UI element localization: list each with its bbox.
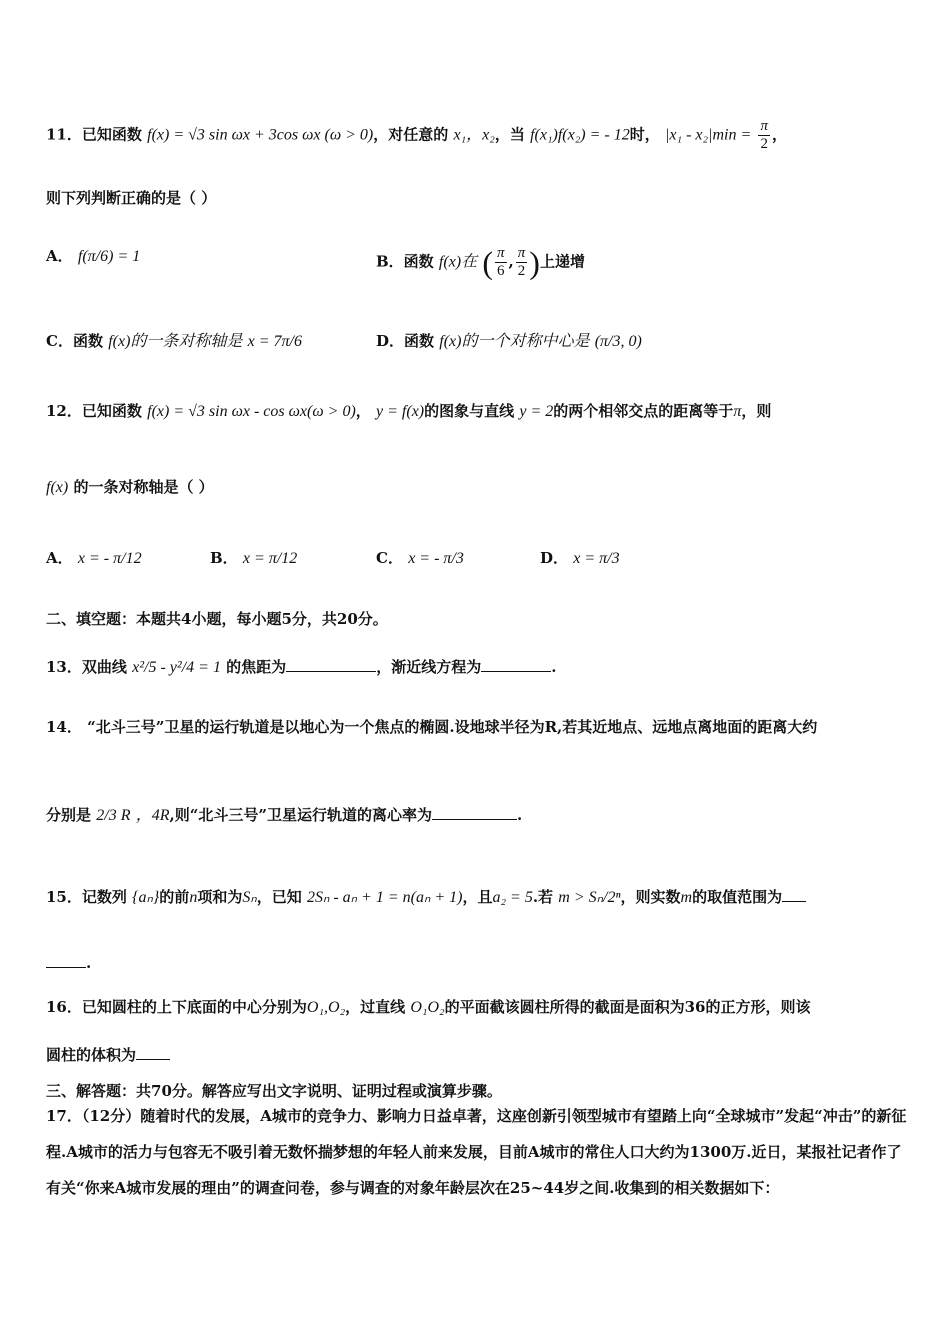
q15-line1: 15．记数列 {aₙ}的前n项和为Sₙ，已知 2Sₙ - aₙ + 1 = n(aₙ + 1)，且a₂ = 5.若 m > Sₙ/2ⁿ，则实数m的取值范围为: [46, 886, 910, 909]
q11-option-d: D．函数 f(x)的一个对称中心是 (π/3, 0): [376, 332, 642, 350]
q11-line1: 11．已知函数 f(x) = √3 sin ωx + 3cos ωx (ω > 0)，对任意的 x₁，x₂，当 f(x₁)f(x₂) = - 12时， |x₁ - x₂|min = $\frac{\pi}{2}$ ，: [46, 118, 788, 152]
q15-line2: .: [46, 952, 910, 974]
q12-function: f(x) = √3 sin ωx - cos ωx(ω > 0): [147, 403, 356, 420]
section-2-heading: 二、填空题：本题共4小题，每小题5分，共20分。: [46, 610, 388, 628]
q12-option-b: B． x = π/12: [210, 549, 298, 567]
q14-line2: 分别是 2/3 R ，4R,则“北斗三号”卫星运行轨道的离心率为 .: [46, 806, 523, 824]
q12-line1: 12．已知函数 f(x) = √3 sin ωx - cos ωx(ω > 0)， y = f(x)的图象与直线 y = 2的两个相邻交点的距离等于π，则: [46, 402, 772, 420]
q17-paragraph: 17．（12分）随着时代的发展，A城市的竞争力、影响力日益卓著，这座创新引领型城市有望踏上向“全球城市”发起“冲击”的新征程.A城市的活力与包容无不吸引着无数怀揣梦想的年轻人前来发展，目前A城市的常住人口大约为1300万.近日，某报社记者作了有关“你来A城市发展的理由”的调查问卷，参与调查的对象年龄层次在25~44岁之间.收集到的相关数据如下：: [46, 1107, 907, 1197]
q16-line1: 16．已知圆柱的上下底面的中心分别为O₁,O₂，过直线 O₁O₂的平面截该圆柱所得的截面是面积为36的正方形，则该: [46, 998, 811, 1016]
q12-option-d: D． x = π/3: [540, 549, 620, 567]
q11-condition: f(x₁)f(x₂) = - 12: [530, 126, 630, 144]
q12-option-a: A． x = - π/12: [46, 549, 142, 567]
q11-option-c: C．函数 f(x)的一条对称轴是 x = 7π/6: [46, 332, 302, 350]
q11-line2: 则下列判断正确的是（ ）: [46, 189, 217, 207]
q16-line2: 圆柱的体积为: [46, 1044, 910, 1066]
q11-option-a: A． f(π/6) = 1: [46, 247, 141, 265]
section-3-heading: 三、解答题：共70分。解答应写出文字说明、证明过程或演算步骤。: [46, 1082, 502, 1100]
q11-option-b: B．函数 f(x)在 ( $\frac{\pi}{6}$ , $\frac{\pi}{2}$ )上递增: [376, 244, 585, 281]
q11-function: f(x) = √3 sin ωx + 3cos ωx (ω > 0): [147, 126, 374, 144]
q12-line2: f(x) 的一条对称轴是（ ）: [46, 478, 214, 496]
q13: 13．双曲线 x²/5 - y²/4 = 1 的焦距为 ，渐近线方程为 .: [46, 658, 557, 676]
q12-option-c: C． x = - π/3: [376, 549, 464, 567]
q14-line1: 14． “北斗三号”卫星的运行轨道是以地心为一个焦点的椭圆.设地球半径为R,若其近地点、远地点离地面的距离大约: [46, 718, 818, 736]
